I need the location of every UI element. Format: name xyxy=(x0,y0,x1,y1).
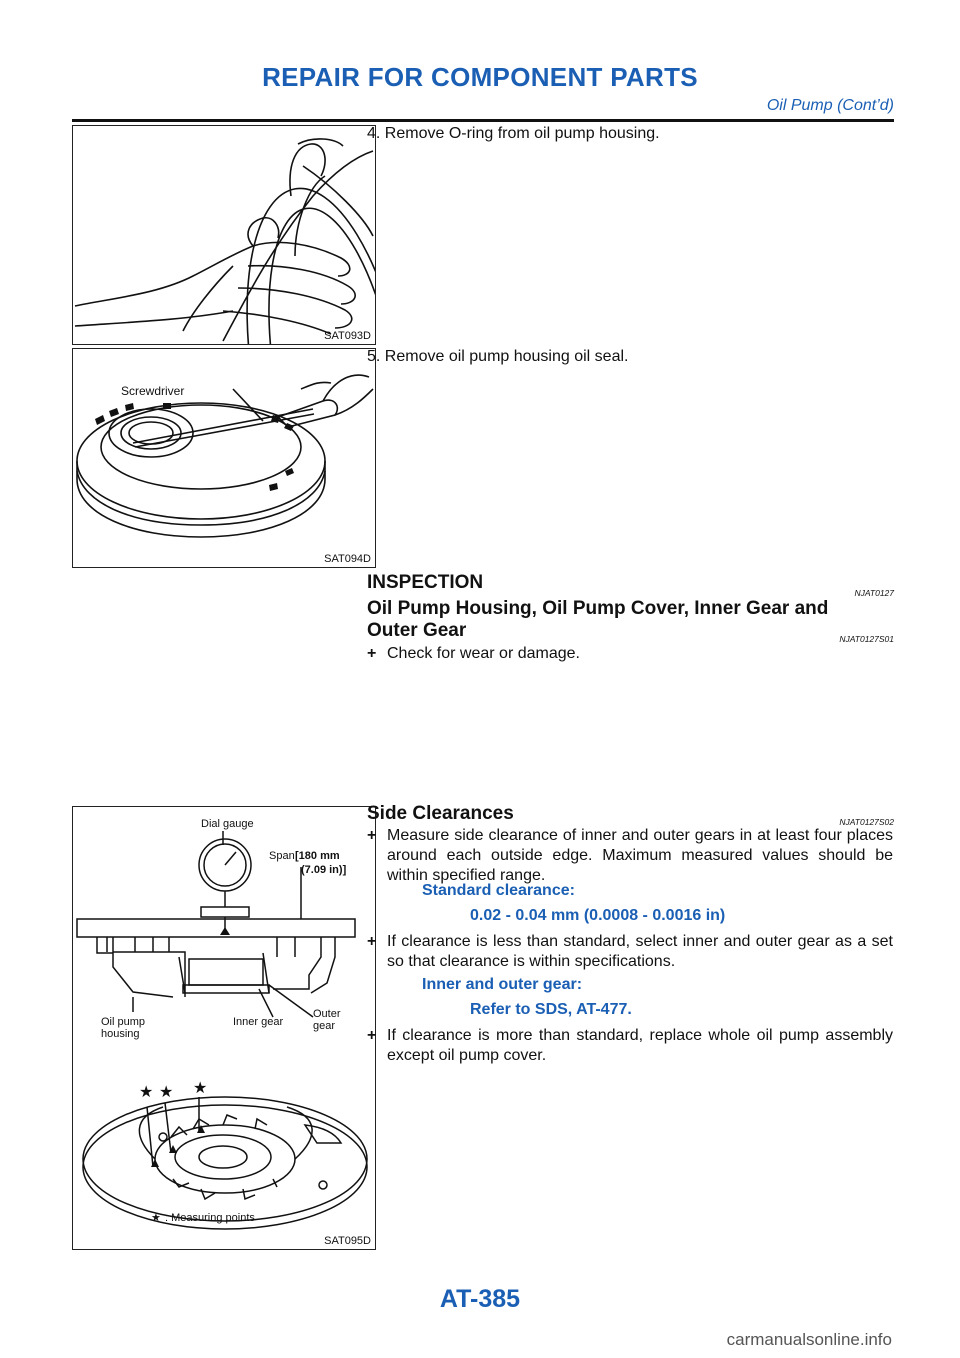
bullet-glyph: + xyxy=(367,933,377,950)
bullet-glyph: + xyxy=(367,645,377,662)
watermark: carmanualsonline.info xyxy=(726,1330,892,1349)
step-4: 4. Remove O-ring from oil pump housing. xyxy=(367,125,660,142)
side-clearances-ref: NJAT0127S02 xyxy=(839,817,894,827)
inspection-heading: INSPECTION xyxy=(367,572,484,593)
figure-sat094d xyxy=(72,348,376,568)
callout-oil-pump-1: Oil pump xyxy=(101,1016,146,1028)
measuring-star-2: ★ xyxy=(159,1084,174,1101)
bullet-text: Measure side clearance of inner and outer gears in at least four places around each outside edge. Maximum measured values should be within specified range. xyxy=(387,827,893,884)
header-rule xyxy=(72,119,894,122)
measuring-star-3: ★ xyxy=(193,1080,208,1097)
spec-standard-label: Standard clearance: xyxy=(422,882,575,899)
bullet-check-wear xyxy=(367,644,893,664)
callout-span: Span xyxy=(269,850,295,862)
side-clearances-heading: Side Clearances xyxy=(367,803,514,824)
subsection-ref-housing: NJAT0127S01 xyxy=(839,634,894,644)
callout-outer-2: gear xyxy=(313,1020,336,1032)
page-subtitle: Oil Pump (Cont’d) xyxy=(766,97,894,114)
measuring-star-1: ★ xyxy=(139,1084,154,1101)
page-title: REPAIR FOR COMPONENT PARTS xyxy=(262,62,698,92)
bullet-measure xyxy=(367,826,893,886)
legend-star: ★ xyxy=(151,1212,161,1224)
callout-outer-1: Outer xyxy=(313,1008,341,1020)
subsection-heading-housing: Oil Pump Housing, Oil Pump Cover, Inner Gear and Outer Gear xyxy=(367,598,829,641)
side-clearance-illustration xyxy=(73,807,375,1249)
spec-gear-label: Inner and outer gear: xyxy=(422,976,583,993)
inspection-ref: NJAT0127 xyxy=(854,588,894,598)
oil-seal-removal-illustration xyxy=(73,349,375,567)
figure-code: SAT095D xyxy=(324,1235,371,1247)
bullet-text: Check for wear or damage. xyxy=(387,645,580,662)
bullet-text: If clearance is more than standard, replace whole oil pump assembly except oil pump cover. xyxy=(387,1027,893,1064)
figure-sat095d xyxy=(72,806,376,1250)
figure-sat093d xyxy=(72,125,376,345)
figure-code: SAT094D xyxy=(324,553,371,565)
spec-standard-value: 0.02 - 0.04 mm (0.0008 - 0.0016 in) xyxy=(470,907,726,924)
bullet-glyph: + xyxy=(367,827,377,844)
callout-screwdriver: Screwdriver xyxy=(121,384,185,398)
bullet-text: If clearance is less than standard, select inner and outer gear as a set so that clearance is within specifications. xyxy=(387,933,893,970)
bullet-less-than xyxy=(367,932,893,972)
callout-inner-gear: Inner gear xyxy=(233,1016,284,1028)
spec-gear-value: Refer to SDS, AT-477. xyxy=(470,1001,632,1018)
callout-span-value-1: [180 mm xyxy=(295,850,340,862)
callout-dial-gauge: Dial gauge xyxy=(201,818,254,830)
callout-span-value-2: (7.09 in)] xyxy=(301,864,347,876)
figure-code: SAT093D xyxy=(324,330,371,342)
page-number: AT-385 xyxy=(439,1285,521,1313)
legend-measuring-points: : Measuring points xyxy=(165,1212,255,1224)
bullet-glyph: + xyxy=(367,1027,377,1044)
oring-removal-illustration xyxy=(73,126,375,344)
step-5: 5. Remove oil pump housing oil seal. xyxy=(367,348,629,365)
bullet-more-than xyxy=(367,1026,893,1066)
callout-oil-pump-2: housing xyxy=(101,1028,140,1040)
